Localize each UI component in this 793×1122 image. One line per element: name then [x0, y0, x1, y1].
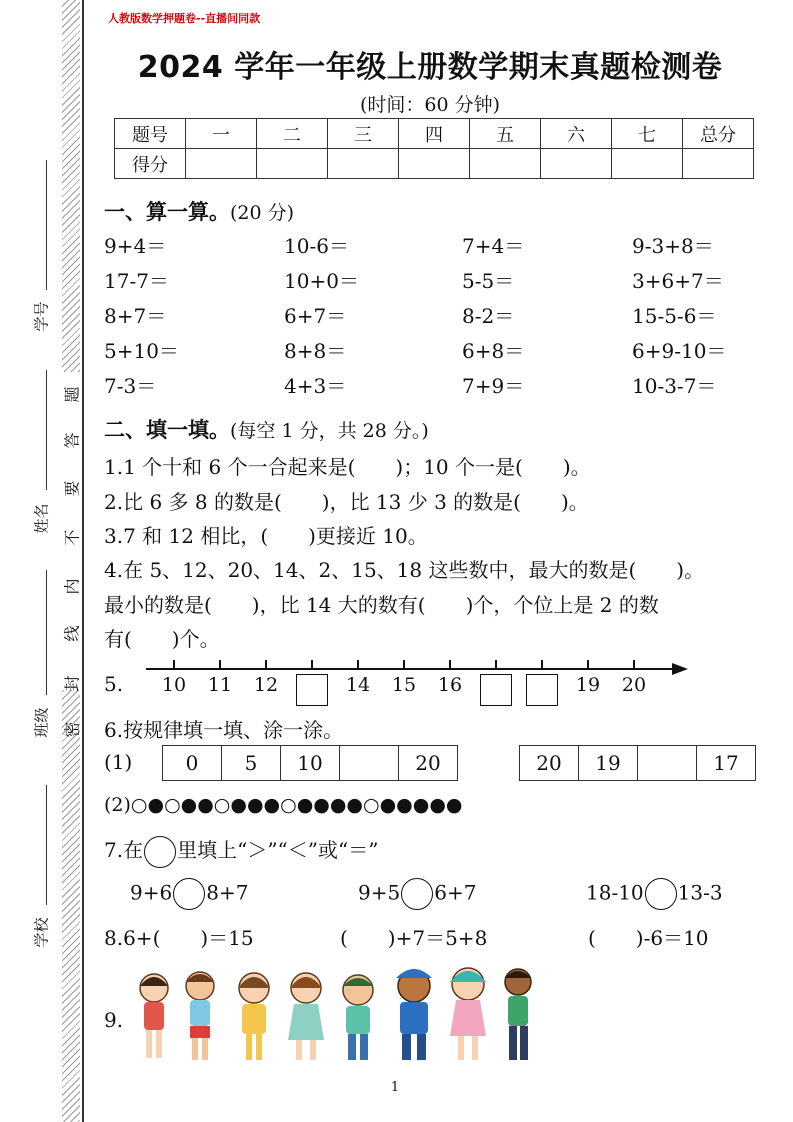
- number-line-blank[interactable]: [480, 674, 512, 706]
- binding-line: [82, 0, 84, 1122]
- question-6-1-label: (1): [104, 750, 133, 774]
- score-cell: 题号: [115, 119, 186, 149]
- calc-item: 9+4＝: [104, 234, 167, 258]
- question-7: [104, 834, 378, 868]
- compare-right: 13-3: [677, 880, 723, 905]
- question-8-c: ( )-6＝10: [588, 926, 709, 950]
- question-4: 4.在 5、12、20、14、2、15、18 这些数中，最大的数是( )。: [104, 558, 705, 582]
- header-note: 人教版数学押题卷--直播间同款: [108, 12, 261, 25]
- calc-item: 17-7＝: [104, 269, 169, 293]
- compare-circle[interactable]: [645, 878, 677, 910]
- name-label: 姓名: [32, 503, 51, 534]
- number-line-label: 12: [253, 674, 279, 696]
- sequence-blank[interactable]: [340, 746, 399, 781]
- compare-left: 18-10: [586, 880, 644, 905]
- compare-item: [130, 878, 248, 910]
- compare-item: [358, 878, 476, 910]
- number-line-tick: [449, 660, 451, 670]
- number-line-tick: [587, 660, 589, 670]
- question-7-post: 里填上“＞”“＜”或“＝”: [177, 838, 379, 862]
- question-7-pre: 7.在: [104, 838, 144, 862]
- question-1: 1.1 个十和 6 个一合起来是( )；10 个一是( )。: [104, 455, 591, 479]
- score-entry[interactable]: [470, 149, 541, 179]
- number-line-label: 10: [161, 674, 187, 696]
- score-entry[interactable]: [541, 149, 612, 179]
- calc-item: 5-5＝: [462, 269, 515, 293]
- question-3: 3.7 和 12 相比，( )更接近 10。: [104, 524, 428, 548]
- calc-item: 5+10＝: [104, 339, 179, 363]
- score-cell: 一: [186, 119, 257, 149]
- calc-item: 4+3＝: [284, 374, 347, 398]
- section-2-heading: [104, 414, 429, 444]
- score-table: [114, 118, 754, 179]
- calc-row: [104, 335, 774, 365]
- seal-char: 题: [62, 386, 82, 403]
- calc-item: 9-3+8＝: [632, 234, 714, 258]
- score-cell: 七: [612, 119, 683, 149]
- question-5-label: 5.: [104, 672, 124, 696]
- child-figure: [238, 973, 270, 1060]
- seal-char: 要: [62, 480, 82, 497]
- number-line-tick: [265, 660, 267, 670]
- blank-circle-icon: [144, 836, 176, 868]
- calc-row: [104, 370, 774, 400]
- section-2-title: 二、填一填。: [104, 418, 230, 442]
- name-line: [46, 370, 47, 490]
- child-figure: [343, 975, 373, 1060]
- class-label: 班级: [32, 707, 51, 738]
- score-table-header-row: [115, 119, 754, 149]
- number-line-tick: [403, 660, 405, 670]
- calc-row: [104, 300, 774, 330]
- calc-item: 15-5-6＝: [632, 304, 717, 328]
- page-number: 1: [390, 1080, 400, 1095]
- sequence-cell: 5: [222, 746, 281, 781]
- child-figure: [288, 973, 324, 1060]
- score-entry[interactable]: [612, 149, 683, 179]
- number-line-tick: [219, 660, 221, 670]
- class-line: [46, 570, 47, 695]
- sequence-cell: 0: [163, 746, 222, 781]
- compare-item: [586, 878, 723, 910]
- seal-char: 不: [62, 529, 82, 546]
- sequence-blank[interactable]: [638, 746, 697, 781]
- compare-left: 9+6: [130, 880, 173, 905]
- question-8-a: 8.6+( )＝15: [104, 926, 254, 950]
- calc-item: 7-3＝: [104, 374, 157, 398]
- student-id-label: 学号: [32, 301, 51, 332]
- number-line-label: 16: [437, 674, 463, 696]
- compare-right: 6+7: [434, 880, 477, 905]
- question-9-label: 9.: [104, 1008, 124, 1032]
- section-1-title: 一、算一算。: [104, 200, 230, 224]
- compare-circle[interactable]: [173, 878, 205, 910]
- page-title: 2024 学年一年级上册数学期末真题检测卷: [137, 50, 723, 85]
- child-figure: [140, 974, 168, 1058]
- sequence-cell: 20: [520, 746, 579, 781]
- compare-left: 9+5: [358, 880, 401, 905]
- section-2-points: (每空 1 分，共 28 分。): [230, 420, 429, 442]
- calc-item: 8+7＝: [104, 304, 167, 328]
- seal-char: 线: [62, 625, 82, 642]
- question-6: 6.按规律填一填、涂一涂。: [104, 718, 344, 742]
- score-table-score-row: [115, 149, 754, 179]
- score-entry[interactable]: [186, 149, 257, 179]
- calc-row: [104, 265, 774, 295]
- number-line-label: 20: [621, 674, 647, 696]
- number-line: [104, 660, 704, 710]
- calc-item: 10-3-7＝: [632, 374, 717, 398]
- seal-char: 答: [62, 432, 82, 449]
- number-line-tick: [495, 660, 497, 670]
- sequence-cell: 17: [697, 746, 756, 781]
- sequence-table-b: [519, 745, 756, 781]
- child-figure: [450, 968, 486, 1060]
- student-id-line: [46, 160, 47, 290]
- calc-item: 7+9＝: [462, 374, 525, 398]
- number-line-blank[interactable]: [526, 674, 558, 706]
- sequence-cell: 10: [281, 746, 340, 781]
- calc-item: 8-2＝: [462, 304, 515, 328]
- calc-item: 10-6＝: [284, 234, 349, 258]
- child-figure: [186, 972, 214, 1060]
- question-8-b: ( )+7＝5+8: [340, 926, 488, 950]
- number-line-label: 14: [345, 674, 371, 696]
- time-limit: (时间：60 分钟): [359, 94, 501, 116]
- number-line-tick: [311, 660, 313, 670]
- score-cell: 得分: [115, 149, 186, 179]
- sequence-table-a: [162, 745, 458, 781]
- score-cell: 五: [470, 119, 541, 149]
- school-label: 学校: [32, 917, 51, 948]
- child-figure: [505, 969, 531, 1060]
- number-line-label: 11: [207, 674, 233, 696]
- seal-char: 内: [62, 578, 82, 595]
- sequence-cell: 19: [579, 746, 638, 781]
- score-cell: 总分: [683, 119, 754, 149]
- calc-item: 6+9-10＝: [632, 339, 727, 363]
- section-1-points: (20 分): [230, 202, 295, 224]
- question-4-continued: 最小的数是( )，比 14 大的数有( )个，个位上是 2 的数: [104, 593, 659, 617]
- child-figure: [396, 969, 432, 1060]
- number-line-tick: [541, 660, 543, 670]
- score-entry[interactable]: [328, 149, 399, 179]
- calc-item: 3+6+7＝: [632, 269, 724, 293]
- calc-item: 6+7＝: [284, 304, 347, 328]
- children-illustration: [132, 960, 542, 1068]
- number-line-label: 19: [575, 674, 601, 696]
- number-line-tick: [633, 660, 635, 670]
- score-cell: 四: [399, 119, 470, 149]
- compare-right: 8+7: [206, 880, 249, 905]
- section-1-heading: [104, 196, 294, 226]
- calc-item: 6+8＝: [462, 339, 525, 363]
- sequence-cell: 20: [399, 746, 458, 781]
- number-line-axis: [146, 668, 674, 670]
- number-line-blank[interactable]: [296, 674, 328, 706]
- calc-item: 8+8＝: [284, 339, 347, 363]
- school-line: [46, 785, 47, 905]
- score-cell: 三: [328, 119, 399, 149]
- question-4-continued: 有( )个。: [104, 627, 220, 651]
- score-cell: 二: [257, 119, 328, 149]
- score-cell: 六: [541, 119, 612, 149]
- question-6-2: (2)○●○●●○●●●○●●●●○●●●●●: [104, 794, 463, 816]
- arrow-right-icon: [672, 663, 688, 675]
- question-2: 2.比 6 多 8 的数是( )，比 13 少 3 的数是( )。: [104, 490, 589, 514]
- number-line-tick: [173, 660, 175, 670]
- seal-char: 封: [62, 675, 82, 692]
- seal-char: 密: [62, 721, 82, 738]
- calc-item: 7+4＝: [462, 234, 525, 258]
- score-entry[interactable]: [257, 149, 328, 179]
- number-line-tick: [357, 660, 359, 670]
- number-line-label: 15: [391, 674, 417, 696]
- calc-row: [104, 230, 774, 260]
- score-entry[interactable]: [399, 149, 470, 179]
- calc-item: 10+0＝: [284, 269, 359, 293]
- compare-circle[interactable]: [401, 878, 433, 910]
- score-entry[interactable]: [683, 149, 754, 179]
